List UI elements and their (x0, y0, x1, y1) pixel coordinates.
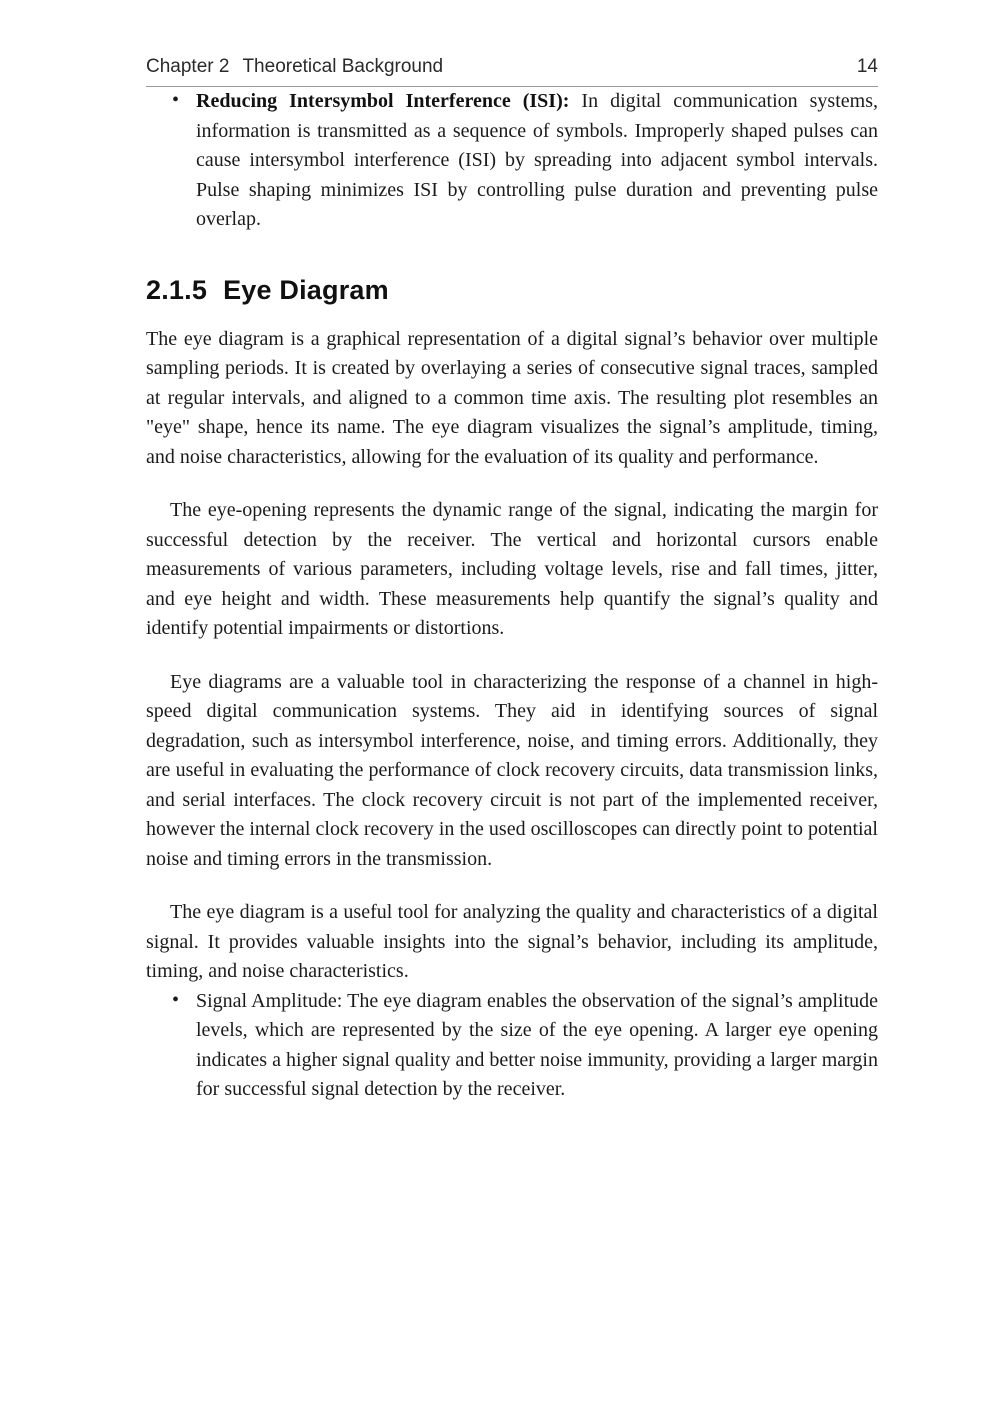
isi-bullet-lead: Reducing Intersymbol Interference (ISI): (196, 90, 570, 112)
paragraph: The eye diagram is a graphical representation of a digital signal’s behavior over multiple sampling periods. It is created by overlaying a series of consecutive signal traces, sampled at regular intervals, and aligned to a common time axis. The resulting plot resembles an "eye" shape, hence its name. The eye diagram visualizes the signal’s amplitude, timing, and noise characteristics, allowing for the evaluation of its quality and performance. (146, 327, 878, 468)
amplitude-bullet-lead: Signal Amplitude: (196, 989, 343, 1012)
amplitude-bullet-list (146, 987, 878, 1105)
paragraph: The eye diagram is a useful tool for analyzing the quality and characteristics of a digital signal. It provides valuable insights into the signal’s behavior, including its amplitude, timing, and noise characteristics. (146, 901, 878, 982)
section-heading (146, 275, 878, 306)
paragraph: Eye diagrams are a valuable tool in characterizing the response of a channel in high-speed digital communication systems. They aid in identifying sources of signal degradation, such as intersymbol interference, noise, and timing errors. Additionally, they are useful in evaluating the performance of clock recovery circuits, data transmission links, and serial interfaces. The clock recovery circuit is not part of the implemented receiver, however the internal clock recovery in the used oscilloscopes can directly point to potential noise and timing errors in the transmission. (146, 670, 878, 870)
bullet-icon: • (172, 988, 180, 1011)
header-chapter (146, 56, 443, 78)
isi-bullet-text: In digital communication systems, information is transmitted as a sequence of symbols. Improperly shaped pulses can cause intersymbol interference (ISI) by spreading into adjacent symbol intervals. Pulse shaping minimizes ISI by controlling pulse duration and preventing pulse overlap. (196, 90, 878, 230)
isi-bullet-list (146, 87, 878, 235)
list-item (146, 87, 878, 235)
amplitude-bullet-text: The eye diagram enables the observation of the signal’s amplitude levels, which are represented by the size of the eye opening. A larger eye opening indicates a higher signal quality and better noise immunity, providing a larger margin for successful signal detection by the receiver. (196, 989, 879, 1100)
paragraph: The eye-opening represents the dynamic range of the signal, indicating the margin for successful detection by the receiver. The vertical and horizontal cursors enable measurements of various parameters, including voltage levels, rise and fall times, jitter, and eye height and width. These measurements help quantify the signal’s quality and identify potential impairments or distortions. (146, 499, 878, 639)
page-header (146, 56, 878, 87)
page-number: 14 (856, 56, 878, 77)
bullet-icon: • (172, 89, 180, 111)
list-item (146, 987, 878, 1105)
chapter-title: Theoretical Background (242, 56, 444, 77)
chapter-label: Chapter 2 (146, 56, 230, 77)
section-title: Eye Diagram (223, 274, 389, 305)
section-number: 2.1.5 (146, 274, 208, 305)
